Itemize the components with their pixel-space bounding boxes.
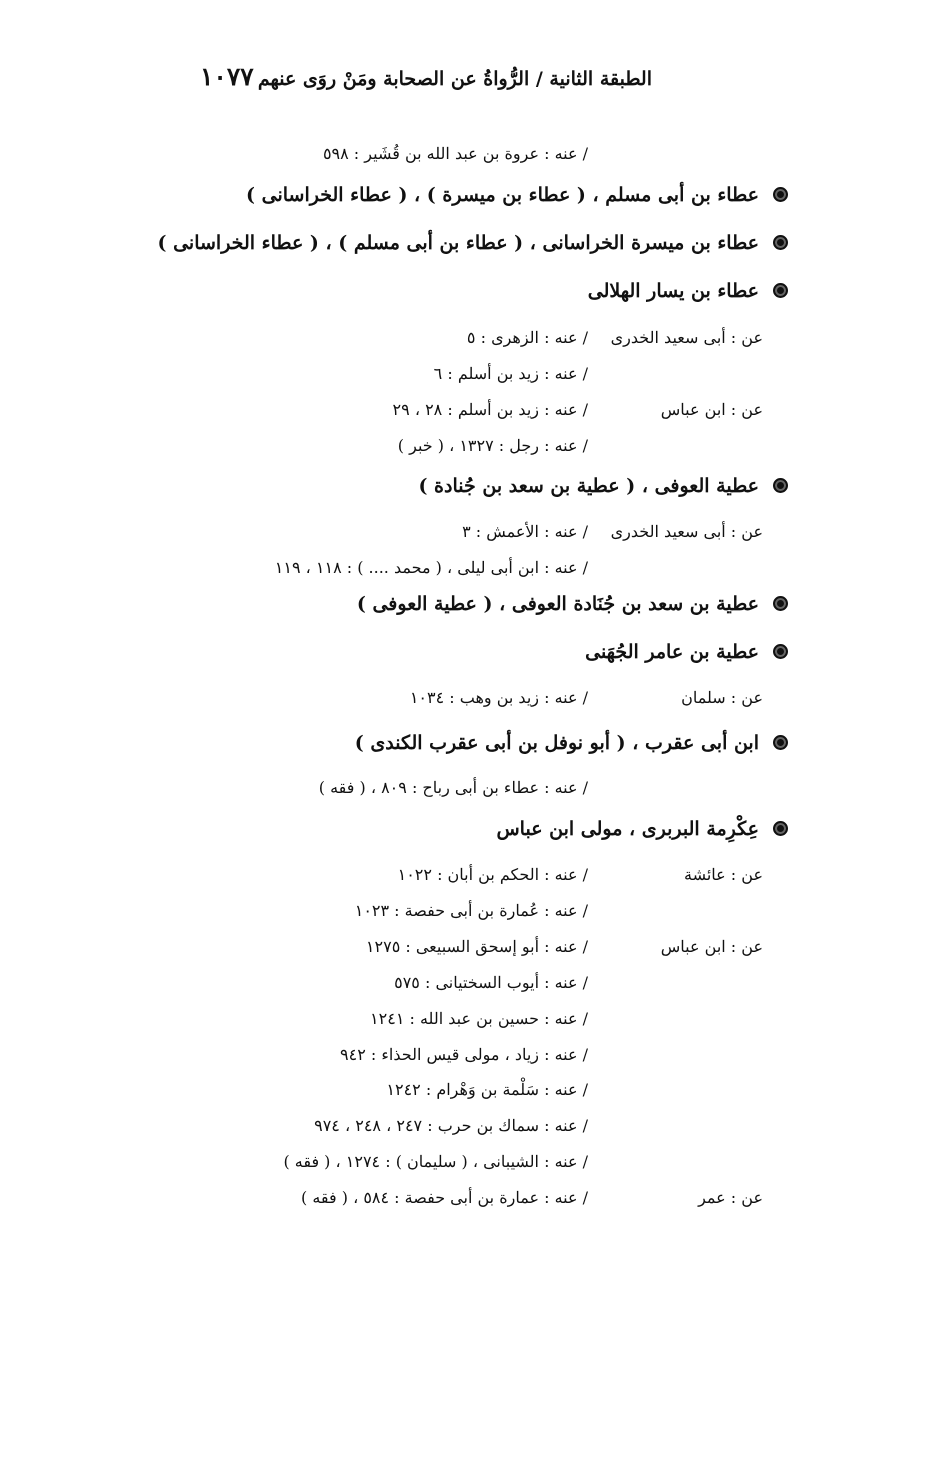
from-companion: عن : ابن عباس [660, 937, 763, 956]
entry-heading [588, 282, 788, 301]
narrator-line: / عنه : زيد بن وهب : ١٠٣٤ [409, 688, 588, 707]
bullet-icon [773, 596, 788, 611]
bullet-icon [773, 478, 788, 493]
entry-heading [418, 477, 788, 496]
entry-heading [496, 820, 788, 839]
entry-heading [157, 234, 788, 253]
narrator-line: / عنه : أيوب السختيانى : ٥٧٥ [394, 973, 588, 992]
entry-heading-text: عطية العوفى ، ( عطية بن سعد بن جُنادة ) [418, 475, 759, 497]
entry-heading-text: عطاء بن يسار الهلالى [587, 280, 759, 302]
entry-heading-text: عطية بن سعد بن جُنَادة العوفى ، ( عطية العوفى ) [356, 593, 759, 615]
bullet-icon [773, 735, 788, 750]
narrator-line: / عنه : أبو إسحق السبيعى : ١٢٧٥ [365, 937, 588, 956]
entry-heading-text: عِكْرِمة البربرى ، مولى ابن عباس [496, 818, 759, 840]
narrator-line: / عنه : رجل : ١٣٢٧ ، ( خبر ) [397, 436, 588, 455]
narrator-line: / عنه : عمارة بن أبى حفصة : ٥٨٤ ، ( فقه ) [301, 1188, 588, 1207]
from-companion: عن : سلمان [681, 688, 763, 707]
bullet-icon [773, 187, 788, 202]
bullet-icon [773, 235, 788, 250]
narrator-line: / عنه : زياد ، مولى قيس الحذاء : ٩٤٢ [340, 1045, 588, 1064]
from-companion: عن : عائشة [683, 865, 763, 884]
entry-heading [246, 186, 788, 205]
narrator-line: / عنه : حسين بن عبد الله : ١٢٤١ [370, 1009, 588, 1028]
narrator-line: / عنه : سماك بن حرب : ٢٤٧ ، ٢٤٨ ، ٩٧٤ [314, 1116, 588, 1135]
entry-heading [357, 595, 788, 614]
from-companion: عن : أبى سعيد الخدرى [610, 328, 763, 347]
from-companion: عن : عمر [698, 1188, 763, 1207]
narrator-line: / عنه : ابن أبى ليلى ، ( محمد .... ) : ١١٨ ، ١١٩ [274, 558, 588, 577]
narrator-line: / عنه : عطاء بن أبى رباح : ٨٠٩ ، ( فقه ) [318, 778, 588, 797]
narrator-line: / عنه : زيد بن أسلم : ٢٨ ، ٢٩ [392, 400, 588, 419]
entry-heading-text: ابن أبى عقرب ، ( أبو نوفل بن أبى عقرب الكندى ) [354, 732, 759, 754]
narrator-line: / عنه : سَلْمة بن وَهْرام : ١٢٤٢ [386, 1080, 588, 1099]
entry-heading-text: عطاء بن أبى مسلم ، ( عطاء بن ميسرة ) ، ( عطاء الخراسانى ) [246, 184, 759, 206]
entry-heading [355, 734, 788, 753]
entry-heading-text: عطاء بن ميسرة الخراسانى ، ( عطاء بن أبى مسلم ) ، ( عطاء الخراسانى ) [157, 232, 759, 254]
entry-heading [585, 643, 788, 662]
from-companion: عن : أبى سعيد الخدرى [610, 522, 763, 541]
entry-heading-text: عطية بن عامر الجُهَنى [585, 641, 759, 663]
bullet-icon [773, 821, 788, 836]
bullet-icon [773, 283, 788, 298]
page-number: ١٠٧٧ [200, 62, 254, 91]
bullet-icon [773, 644, 788, 659]
narrator-line: / عنه : عُمارة بن أبى حفصة : ١٠٢٣ [354, 901, 588, 920]
narrator-line: / عنه : زيد بن أسلم : ٦ [433, 364, 588, 383]
narrator-line: / عنه : الزهرى : ٥ [466, 328, 588, 347]
running-header-title: الطبقة الثانية / الرُّواةُ عن الصحابة ومَنْ روَى عنهم [257, 68, 652, 90]
narrator-line: / عنه : عروة بن عبد الله بن قُشَير : ٥٩٨ [322, 144, 588, 163]
from-companion: عن : ابن عباس [660, 400, 763, 419]
narrator-line: / عنه : الأعمش : ٣ [462, 522, 588, 541]
narrator-line: / عنه : الشيبانى ، ( سليمان ) : ١٢٧٤ ، ( فقه ) [283, 1152, 588, 1171]
narrator-line: / عنه : الحكم بن أبان : ١٠٢٢ [397, 865, 588, 884]
